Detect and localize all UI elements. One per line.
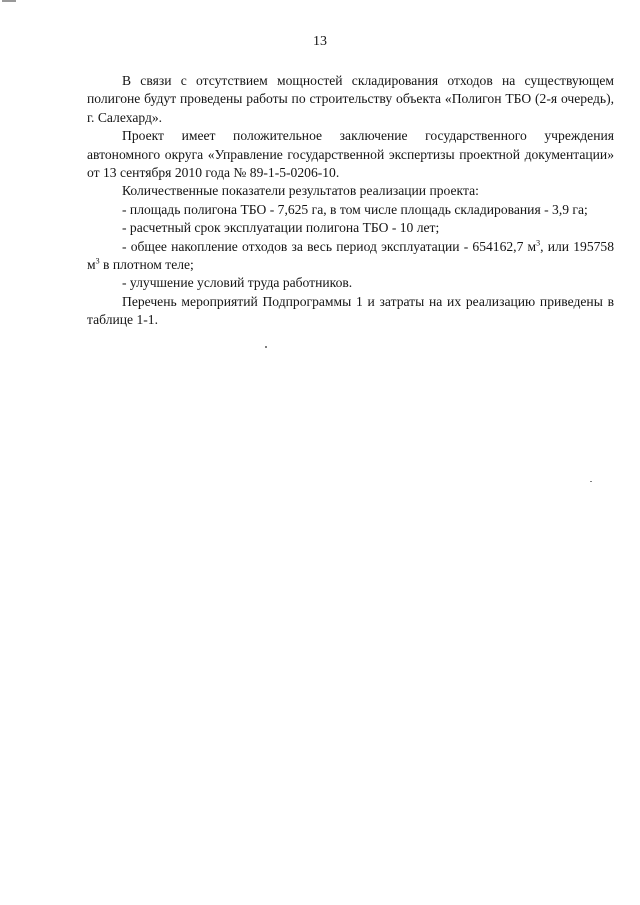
list-item-working-conditions: - улучшение условий труда работников. bbox=[122, 275, 353, 291]
scan-speck bbox=[265, 346, 267, 348]
list-item-landfill-area: - площадь полигона ТБО - 7,625 га, в том числе площадь складирования - 3,9 га; bbox=[122, 201, 588, 217]
paragraph-expert-conclusion: Проект имеет положительное заключение государственного учреждения автономного округа «Управление государственной экспертизы проектной документации» от 13 сентября 2010 года № 89-1-5-0206-10. bbox=[87, 128, 614, 181]
list-item-waste-accumulation bbox=[87, 238, 614, 275]
paragraph-landfill-construction: В связи с отсутствием мощностей складирования отходов на существующем полигоне будут проведены работы по строительству объекта «Полигон ТБО (2-я очередь), г. Салехард». bbox=[87, 73, 614, 125]
paragraph-measures-table-ref: Перечень мероприятий Подпрограммы 1 и затраты на их реализацию приведены в таблице 1-1. bbox=[87, 293, 614, 328]
scan-corner-mark bbox=[2, 0, 16, 2]
superscript-cubic-1: 3 bbox=[536, 238, 541, 248]
waste-accumulation-text-c: в плотном теле; bbox=[99, 257, 194, 273]
page-number: 13 bbox=[313, 34, 327, 49]
waste-accumulation-text-a: - общее накопление отходов за весь период эксплуатации - 654162,7 м bbox=[122, 238, 537, 254]
document-body bbox=[87, 72, 614, 330]
waste-accumulation-text-b: , или 195758 м bbox=[87, 238, 615, 273]
superscript-cubic-2: 3 bbox=[95, 256, 100, 266]
list-item-service-life: - расчетный срок эксплуатации полигона ТБО - 10 лет; bbox=[122, 220, 440, 236]
paragraph-indicators-intro: Количественные показатели результатов реализации проекта: bbox=[122, 183, 479, 199]
scan-speck bbox=[590, 481, 592, 482]
